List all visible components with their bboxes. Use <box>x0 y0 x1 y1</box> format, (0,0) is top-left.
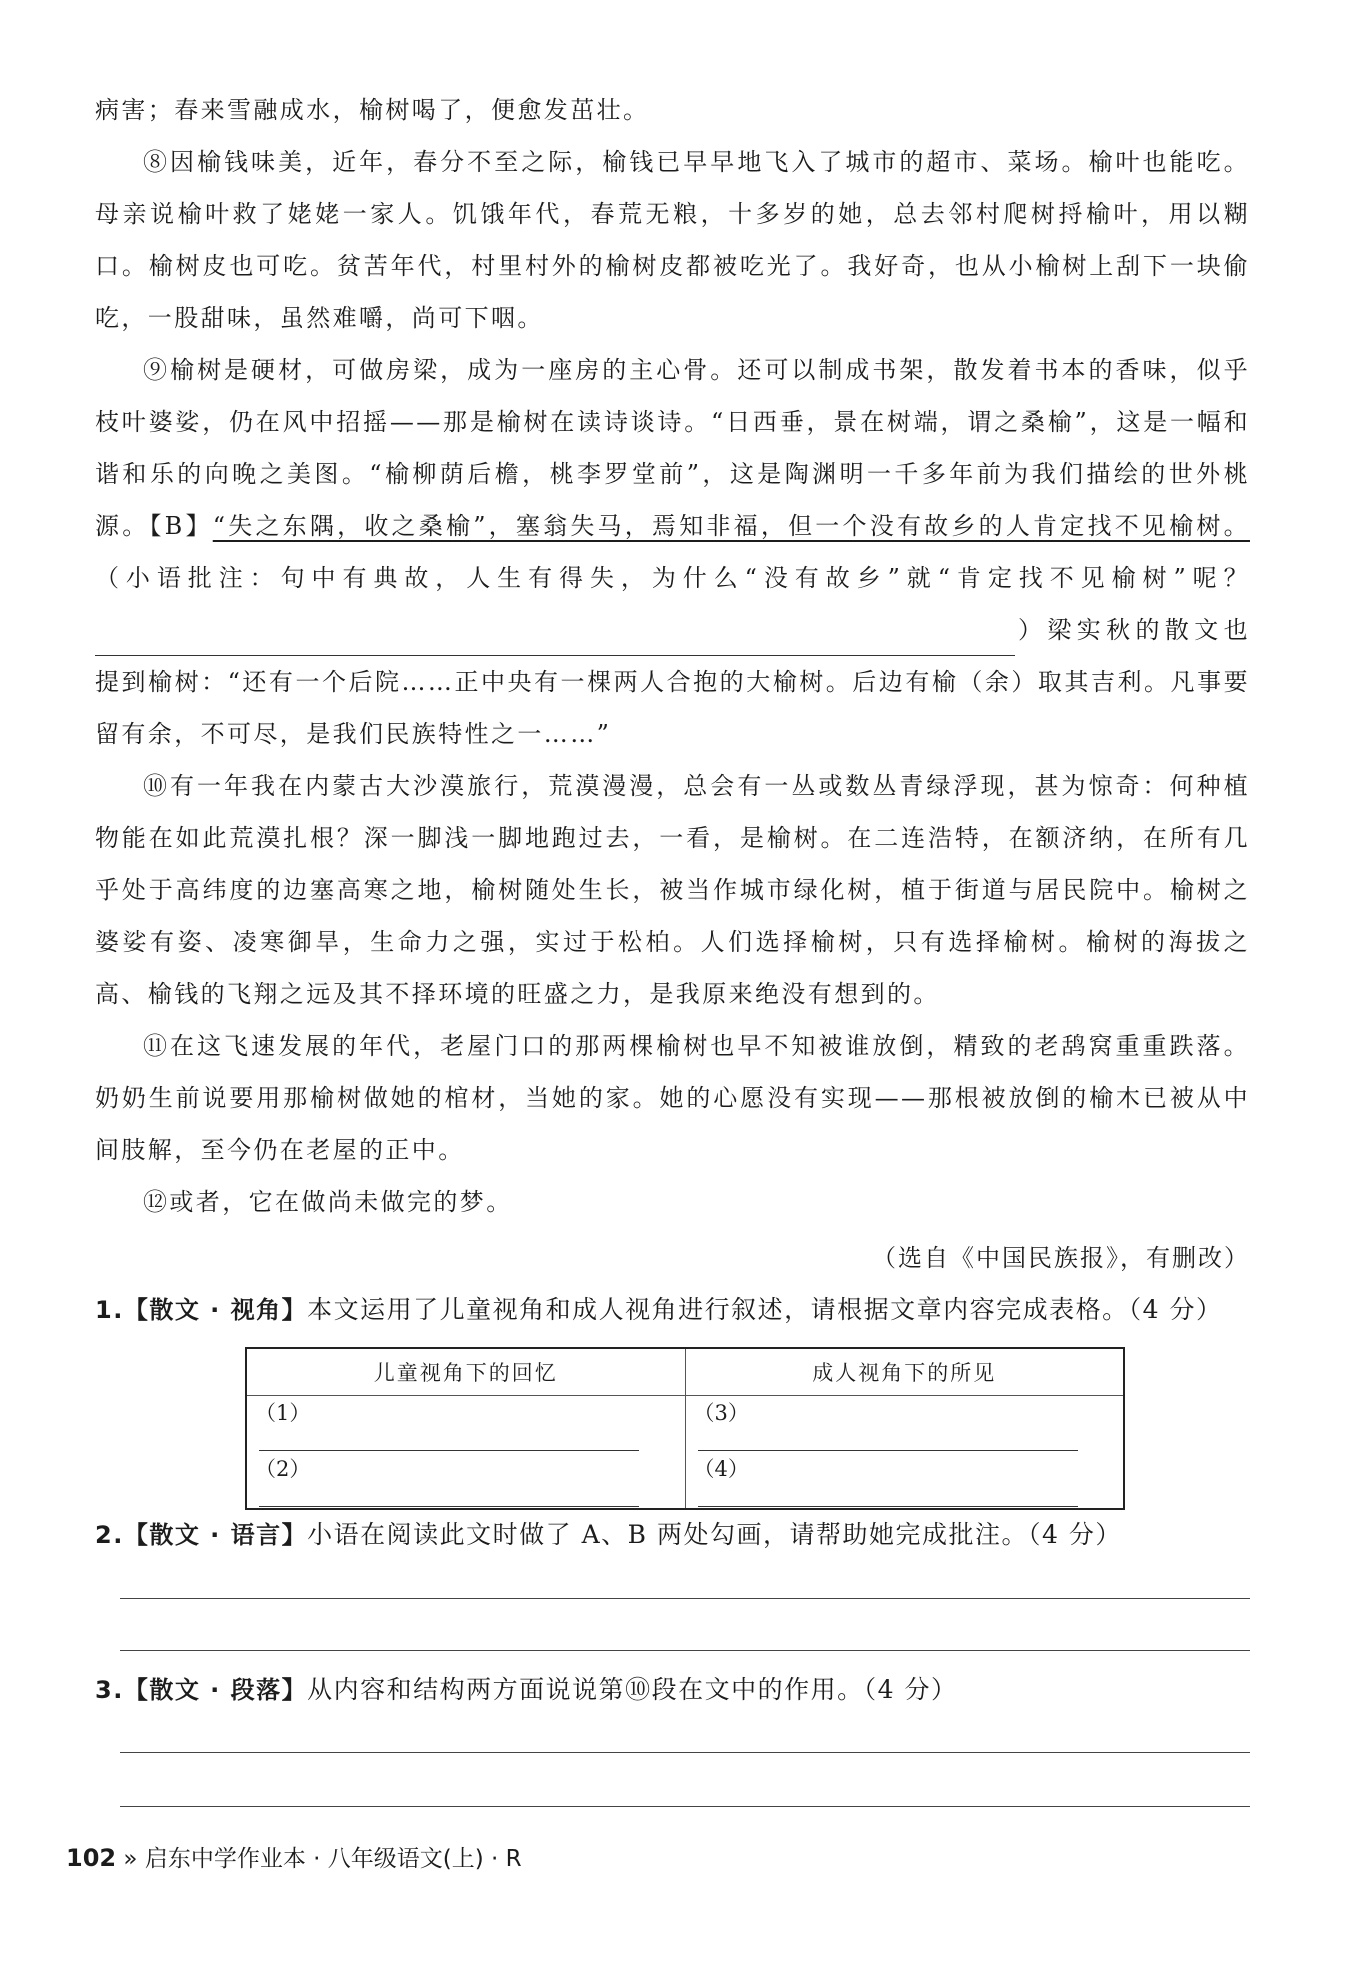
question-2 <box>95 1515 1122 1551</box>
annotation-note: （小语批注：句中有典故，人生有得失，为什么“没有故乡”就“肯定找不见榆树”呢？ <box>95 564 1250 592</box>
answer-line-q2-1[interactable] <box>120 1598 1250 1599</box>
question-1-tag: 1.【散文 · 视角】 <box>95 1296 308 1324</box>
question-2-text: 小语在阅读此文时做了 A、B 两处勾画，请帮助她完成批注。（4 分） <box>307 1520 1122 1549</box>
answer-line-2[interactable] <box>259 1484 639 1507</box>
cell-label-3: （3） <box>693 1401 749 1425</box>
chevron-right-icon: » <box>123 1846 138 1872</box>
answer-cell-2[interactable] <box>246 1452 685 1509</box>
question-3 <box>95 1670 958 1706</box>
answer-cell-3[interactable] <box>685 1396 1124 1453</box>
paragraph-10: ⑩有一年我在内蒙古大沙漠旅行，荒漠漫漫，总会有一丛或数丛青绿浮现，甚为惊奇：何种植物能在如此荒漠扎根？深一脚浅一脚地跑过去，一看，是榆树。在二连浩特，在额济纳，在所有几乎处于高纬度的边塞高寒之地，榆树随处生长，被当作城市绿化树，植于街道与居民院中。榆树之婆娑有姿、凌寒御旱，生命力之强，实过于松柏。人们选择榆树，只有选择榆树。榆树的海拔之高、榆钱的飞翔之远及其不择环境的旺盛之力，是我原来绝没有想到的。 <box>95 772 1250 1008</box>
annotation-blank-line[interactable] <box>95 629 305 656</box>
paragraph-12: ⑫或者，它在做尚未做完的梦。 <box>143 1188 513 1216</box>
paragraph-8: ⑧因榆钱味美，近年，春分不至之际，榆钱已早早地飞入了城市的超市、菜场。榆叶也能吃。母亲说榆叶救了姥姥一家人。饥饿年代，春荒无粮，十多岁的她，总去邻村爬树捋榆叶，用以糊口。榆树皮也可吃。贫苦年代，村里村外的榆树皮都被吃光了。我好奇，也从小榆树上刮下一块偷吃，一股甜味，虽然难嚼，尚可下咽。 <box>95 148 1250 332</box>
book-title: 启东中学作业本 · 八年级语文(上) · R <box>144 1846 522 1872</box>
table-header-child-view: 儿童视角下的回忆 <box>246 1348 685 1396</box>
cell-label-1: （1） <box>255 1401 311 1425</box>
annotation-blank-line-2[interactable] <box>305 629 1015 656</box>
paragraph-9-text: ⑨榆树是硬材，可做房梁，成为一座房的主心骨。还可以制成书架，散发着书本的香味，似乎枝叶婆娑，仍在风中招摇——那是榆树在读诗谈诗。“日西垂，景在树端，谓之桑榆”，这是一幅和谐和乐的向晚之美图。“榆柳荫后檐，桃李罗堂前”，这是陶渊明一千多年前为我们描绘的世外桃源。 <box>95 356 1250 540</box>
underlined-sentence-b: “失之东隅，收之桑榆”，塞翁失马，焉知非福，但一个没有故乡的人肯定找不见榆树。 <box>212 512 1250 540</box>
answer-cell-4[interactable] <box>685 1452 1124 1509</box>
question-1 <box>95 1290 1223 1326</box>
answer-cell-1[interactable] <box>246 1396 685 1453</box>
annotation-mark-b: 【B】 <box>149 512 213 540</box>
paragraph-9 <box>95 344 1250 760</box>
table-header-adult-view: 成人视角下的所见 <box>685 1348 1124 1396</box>
answer-table <box>245 1347 1125 1510</box>
cell-label-4: （4） <box>693 1457 749 1481</box>
answer-line-q3-1[interactable] <box>120 1752 1250 1753</box>
paragraph-11: ⑪在这飞速发展的年代，老屋门口的那两棵榆树也早不知被谁放倒，精致的老鸹窝重重跌落。奶奶生前说要用那榆树做她的棺材，当她的家。她的心愿没有实现——那根被放倒的榆木已被从中间肢解，至今仍在老屋的正中。 <box>95 1032 1250 1164</box>
question-2-tag: 2.【散文 · 语言】 <box>95 1521 308 1549</box>
answer-line-4[interactable] <box>698 1484 1078 1507</box>
answer-line-3[interactable] <box>698 1428 1078 1451</box>
source-citation: （选自《中国民族报》，有删改） <box>872 1244 1250 1272</box>
paragraph-continued: 病害；春来雪融成水，榆树喝了，便愈发茁壮。 <box>95 96 650 124</box>
paragraph-9-end: ）梁实秋的散文也提到榆树：“还有一个后院……正中央有一棵两人合抱的大榆树。后边有榆（余）取其吉利。凡事要留有余，不可尽，是我们民族特性之一……” <box>95 616 1250 748</box>
question-3-tag: 3.【散文 · 段落】 <box>95 1676 308 1704</box>
question-1-text: 本文运用了儿童视角和成人视角进行叙述，请根据文章内容完成表格。（4 分） <box>307 1295 1223 1324</box>
cell-label-2: （2） <box>255 1457 311 1481</box>
page-footer <box>66 1840 522 1873</box>
answer-line-1[interactable] <box>259 1428 639 1451</box>
answer-line-q2-2[interactable] <box>120 1650 1250 1651</box>
answer-line-q3-2[interactable] <box>120 1806 1250 1807</box>
question-3-text: 从内容和结构两方面说说第⑩段在文中的作用。（4 分） <box>307 1675 958 1704</box>
page-number: 102 <box>66 1844 117 1872</box>
